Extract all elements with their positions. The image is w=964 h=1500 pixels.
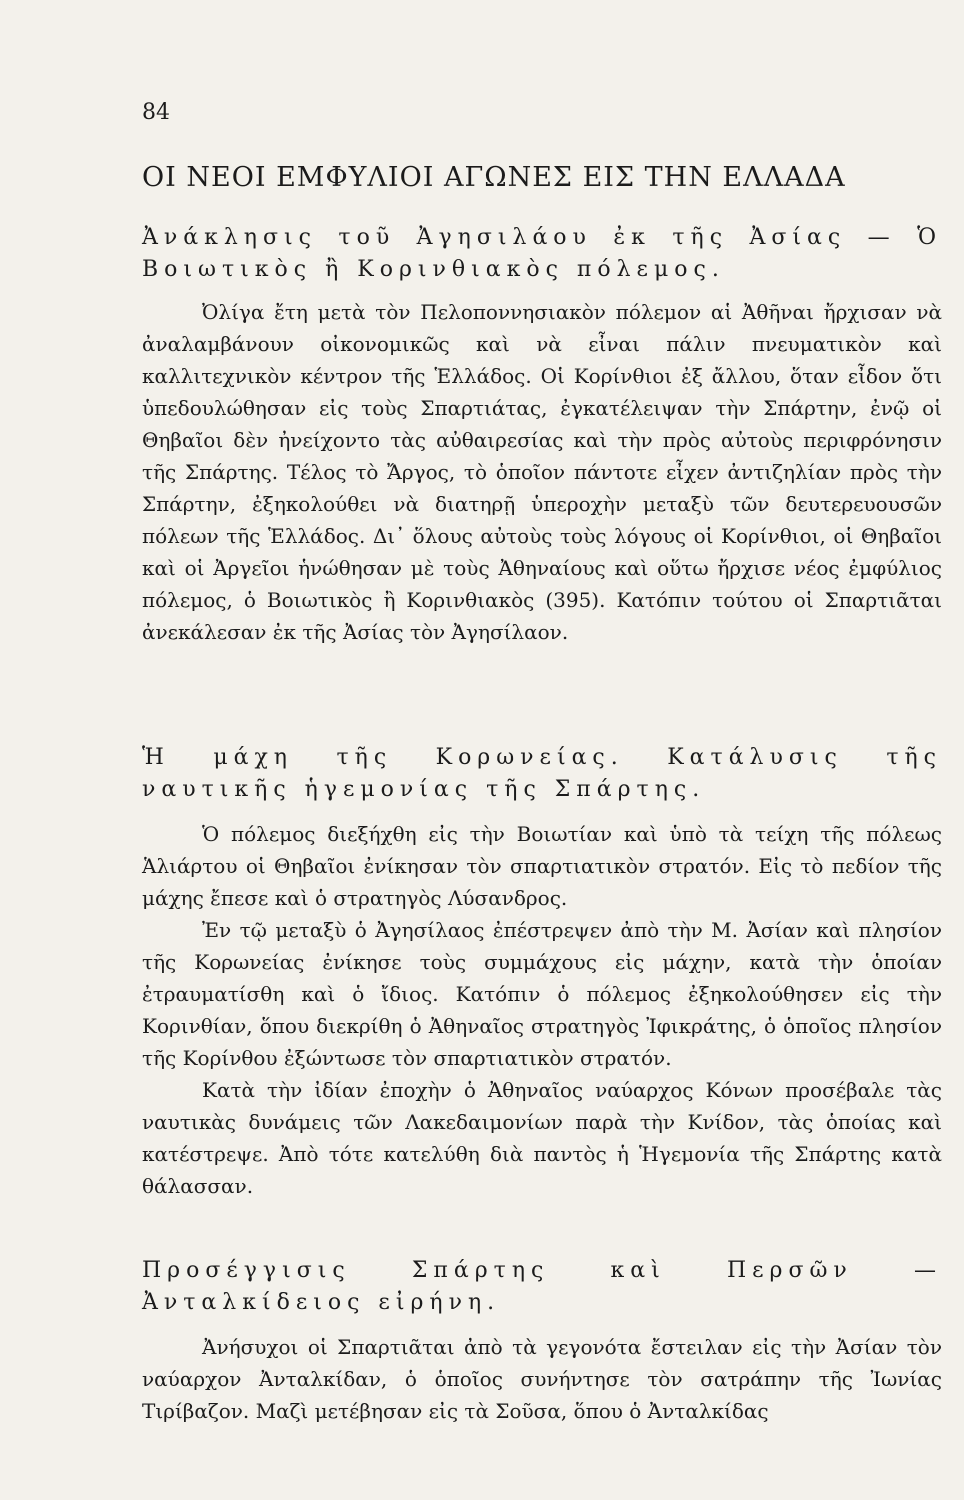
section-battle-of-coronea (142, 742, 942, 1202)
paragraph: Ἐν τῷ μεταξὺ ὁ Ἀγησίλαος ἐπέστρεψεν ἀπὸ τὴν Μ. Ἀσίαν καὶ πλησίον τῆς Κορωνείας ἐνίκησε τοὺς συμμάχους εἰς μάχην, κατὰ τὴν ὁποίαν ἐτραυματίσθη καὶ ὁ ἴδιος. Κατόπιν ὁ πόλεμος ἐξηκολούθησεν εἰς τὴν Κορινθίαν, ὅπου διεκρίθη ὁ Ἀθηναῖος στρατηγὸς Ἰφικράτης, ὁ ὁποῖος πλησίον τῆς Κορίνθου ἐξώντωσε τὸν σπαρτιατικὸν στρατόν. (142, 918, 942, 1070)
page-number: 84 (142, 100, 170, 125)
paragraph: Ἀνήσυχοι οἱ Σπαρτιᾶται ἀπὸ τὰ γεγονότα ἔστειλαν εἰς τὴν Ἀσίαν τὸν ναύαρχον Ἀνταλκίδαν, ὁ ὁποῖος συνήντησε τὸν σατράπην τῆς Ἰωνίας Τιρίβαζον. Μαζὶ μετέβησαν εἰς τὰ Σοῦσα, ὅπου ὁ Ἀνταλκίδας (142, 1335, 942, 1423)
section-heading: Προσέγγισις Σπάρτης καὶ Περσῶν — Ἀνταλκίδειος εἰρήνη. (142, 1258, 942, 1315)
paragraph: Ὁ πόλεμος διεξήχθη εἰς τὴν Βοιωτίαν καὶ ὑπὸ τὰ τείχη τῆς πόλεως Ἁλιάρτου οἱ Θηβαῖοι ἐνίκησαν τὸν σπαρτιατικὸν στρατόν. Εἰς τὸ πεδίον τῆς μάχης ἔπεσε καὶ ὁ στρατηγὸς Λύσανδρος. (142, 822, 942, 910)
paragraph: Ὀλίγα ἔτη μετὰ τὸν Πελοποννησιακὸν πόλεμον αἱ Ἀθῆναι ἤρχισαν νὰ ἀναλαμβάνουν οἰκονομικῶς καὶ νὰ εἶναι πάλιν πνευματικὸν καὶ καλλιτεχνικὸν κέντρον τῆς Ἑλλάδος. Οἱ Κορίνθιοι ἐξ ἄλλου, ὅταν εἶδον ὅτι ὑπεδουλώθησαν εἰς τοὺς Σπαρτιάτας, ἐγκατέλειψαν τὴν Σπάρτην, ἐνῷ οἱ Θηβαῖοι δὲν ἠνείχοντο τὰς αὐθαιρεσίας καὶ τὴν πρὸς αὐτοὺς περιφρόνησιν τῆς Σπάρτης. Τέλος τὸ Ἄργος, τὸ ὁποῖον πάντοτε εἶχεν ἀντιζηλίαν πρὸς τὴν Σπάρτην, ἐξηκολούθει νὰ διατηρῇ ὑπεροχὴν μεταξὺ τῶν δευτερευουσῶν πόλεων τῆς Ἑλλάδος. Δι᾿ ὅλους αὐτοὺς τοὺς λόγους οἱ Κορίνθιοι, οἱ Θηβαῖοι καὶ οἱ Ἀργεῖοι ἡνώθησαν μὲ τοὺς Ἀθηναίους καὶ οὕτω ἤρχισε νέος ἐμφύλιος πόλεμος, ὁ Βοιωτικὸς ἢ Κορινθιακὸς (395). Κατόπιν τούτου οἱ Σπαρτιᾶται ἀνεκάλεσαν ἐκ τῆς Ἀσίας τὸν Ἀγησίλαον. (142, 300, 942, 644)
paragraph: Κατὰ τὴν ἰδίαν ἐποχὴν ὁ Ἀθηναῖος ναύαρχος Κόνων προσέβαλε τὰς ναυτικὰς δυνάμεις τῶν Λακεδαιμονίων παρὰ τὴν Κνίδον, τὰς ὁποίας καὶ κατέστρεψε. Ἀπὸ τότε κατελύθη διὰ παντὸς ἡ Ἡγεμονία τῆς Σπάρτης κατὰ θάλασσαν. (142, 1078, 942, 1198)
section-recall-of-agesilaus (142, 222, 942, 648)
section-heading: Ἀνάκλησις τοῦ Ἀγησιλάου ἐκ τῆς Ἀσίας — Ὁ Βοιωτικὸς ἢ Κορινθιακὸς πόλεμος. (142, 225, 942, 282)
chapter-title: ΟΙ ΝΕΟΙ ΕΜΦΥΛΙΟΙ ΑΓΩΝΕΣ ΕΙΣ ΤΗΝ ΕΛΛΑΔΑ (142, 162, 846, 193)
section-heading: Ἡ μάχη τῆς Κορωνείας. Κατάλυσις τῆς ναυτικῆς ἡγεμονίας τῆς Σπάρτης. (142, 745, 942, 802)
section-antalcidas-peace (142, 1255, 942, 1427)
